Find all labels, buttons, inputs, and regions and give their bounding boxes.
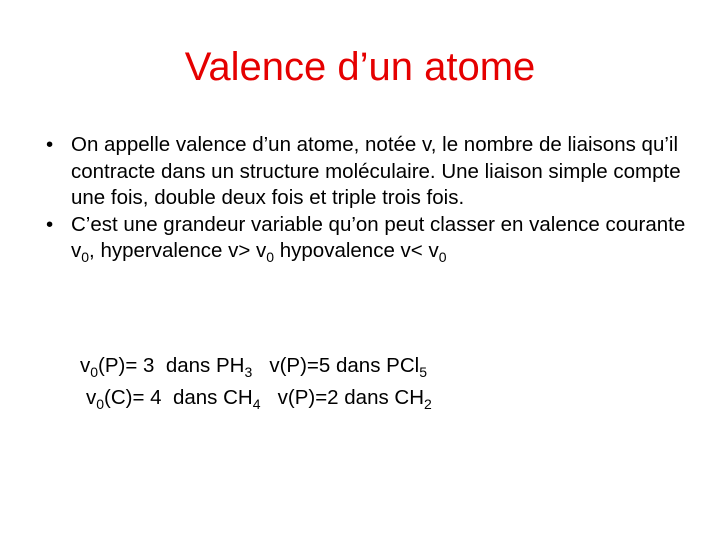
formula-line <box>80 350 432 382</box>
formula-text: v(P)=5 dans PCl <box>252 354 420 377</box>
bullet-item <box>46 212 696 265</box>
formula-block <box>80 350 432 414</box>
formula-text: (P)= 3 dans PH <box>98 354 245 377</box>
subscript: 0 <box>96 396 105 412</box>
formula-line <box>86 382 432 414</box>
formula-text: v(P)=2 dans CH <box>260 386 425 409</box>
bullet-text: On appelle valence d’un atome, notée v, le nombre de liaisons qu’il contracte dans un structure moléculaire. Une liaison simple compte une fois, double deux fois et triple trois fois. <box>71 133 681 209</box>
subscript: 3 <box>244 364 253 380</box>
subscript: 0 <box>90 364 99 380</box>
formula-text: (C)= 4 dans CH <box>104 386 253 409</box>
bullet-text: hypovalence v< v <box>274 239 439 262</box>
bullet-dot-icon: • <box>46 212 54 236</box>
subscript: 0 <box>438 249 447 265</box>
bullet-item <box>46 132 696 212</box>
bullet-text: , hypervalence v> v <box>89 239 267 262</box>
subscript: 2 <box>424 396 432 412</box>
subscript: 0 <box>81 249 90 265</box>
formula-text: v <box>80 354 91 377</box>
formula-text: v <box>86 386 97 409</box>
subscript: 0 <box>266 249 275 265</box>
bullet-dot-icon: • <box>46 133 54 156</box>
subscript: 5 <box>419 364 427 380</box>
bullet-text: C’est une grandeur variable qu’on peut classer en valence courante v <box>71 212 686 262</box>
subscript: 4 <box>252 396 261 412</box>
bullet-list <box>46 132 696 265</box>
slide-title: Valence d’un atome <box>184 45 536 89</box>
